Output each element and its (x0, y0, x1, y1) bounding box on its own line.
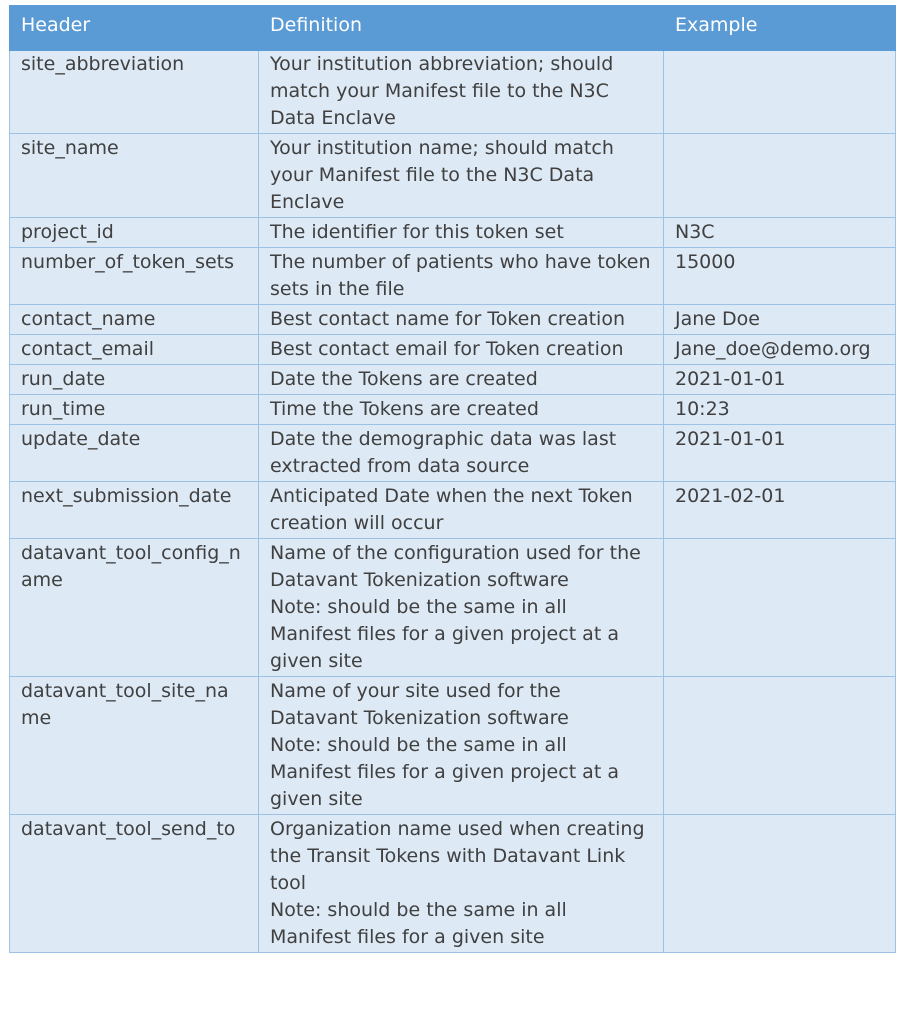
field-definition: Time the Tokens are created (259, 395, 664, 425)
table-row (10, 815, 896, 953)
example-column-title: Example (664, 6, 896, 51)
field-name: datavant_tool_site_name (10, 677, 259, 815)
definition-text: Name of the configuration used for the Datavant Tokenization software (270, 542, 641, 591)
table-row (10, 395, 896, 425)
field-definition: Anticipated Date when the next Token creation will occur (259, 482, 664, 539)
definition-note: Note: should be the same in all Manifest files for a given project at a given site (270, 734, 619, 810)
field-name: site_name (10, 134, 259, 218)
definition-text: Organization name used when creating the Transit Tokens with Datavant Link tool (270, 818, 645, 894)
field-name: number_of_token_sets (10, 248, 259, 305)
field-name: update_date (10, 425, 259, 482)
field-example (664, 539, 896, 677)
field-example: Jane_doe@demo.org (664, 335, 896, 365)
field-definition: Your institution name; should match your Manifest file to the N3C Data Enclave (259, 134, 664, 218)
field-example (664, 51, 896, 134)
table-row (10, 51, 896, 134)
header-column-title: Header (10, 6, 259, 51)
field-name: project_id (10, 218, 259, 248)
table-row (10, 248, 896, 305)
field-name: run_time (10, 395, 259, 425)
field-example: N3C (664, 218, 896, 248)
field-example: 2021-01-01 (664, 365, 896, 395)
field-example (664, 134, 896, 218)
table-row (10, 134, 896, 218)
field-name: datavant_tool_config_name (10, 539, 259, 677)
field-example: 2021-01-01 (664, 425, 896, 482)
field-definition: Date the demographic data was last extracted from data source (259, 425, 664, 482)
field-definition: The number of patients who have token sets in the file (259, 248, 664, 305)
manifest-fields-table (9, 5, 896, 953)
field-definition (259, 815, 664, 953)
table-header-row (10, 6, 896, 51)
definition-note: Note: should be the same in all Manifest files for a given site (270, 899, 567, 948)
field-example (664, 677, 896, 815)
field-name: contact_name (10, 305, 259, 335)
table-row (10, 218, 896, 248)
field-example: Jane Doe (664, 305, 896, 335)
definition-note: Note: should be the same in all Manifest files for a given project at a given site (270, 596, 619, 672)
field-definition (259, 677, 664, 815)
field-definition: The identifier for this token set (259, 218, 664, 248)
field-example: 15000 (664, 248, 896, 305)
field-definition: Date the Tokens are created (259, 365, 664, 395)
field-name: next_submission_date (10, 482, 259, 539)
field-definition: Your institution abbreviation; should match your Manifest file to the N3C Data Enclave (259, 51, 664, 134)
field-name: contact_email (10, 335, 259, 365)
table-row (10, 305, 896, 335)
field-example: 2021-02-01 (664, 482, 896, 539)
field-definition: Best contact email for Token creation (259, 335, 664, 365)
table-row (10, 482, 896, 539)
table-row (10, 677, 896, 815)
table-row (10, 539, 896, 677)
table-row (10, 365, 896, 395)
definition-text: Name of your site used for the Datavant Tokenization software (270, 680, 569, 729)
field-example (664, 815, 896, 953)
field-definition: Best contact name for Token creation (259, 305, 664, 335)
definition-column-title: Definition (259, 6, 664, 51)
table-row (10, 425, 896, 482)
field-definition (259, 539, 664, 677)
field-name: datavant_tool_send_to (10, 815, 259, 953)
table-row (10, 335, 896, 365)
field-name: run_date (10, 365, 259, 395)
field-name: site_abbreviation (10, 51, 259, 134)
field-example: 10:23 (664, 395, 896, 425)
